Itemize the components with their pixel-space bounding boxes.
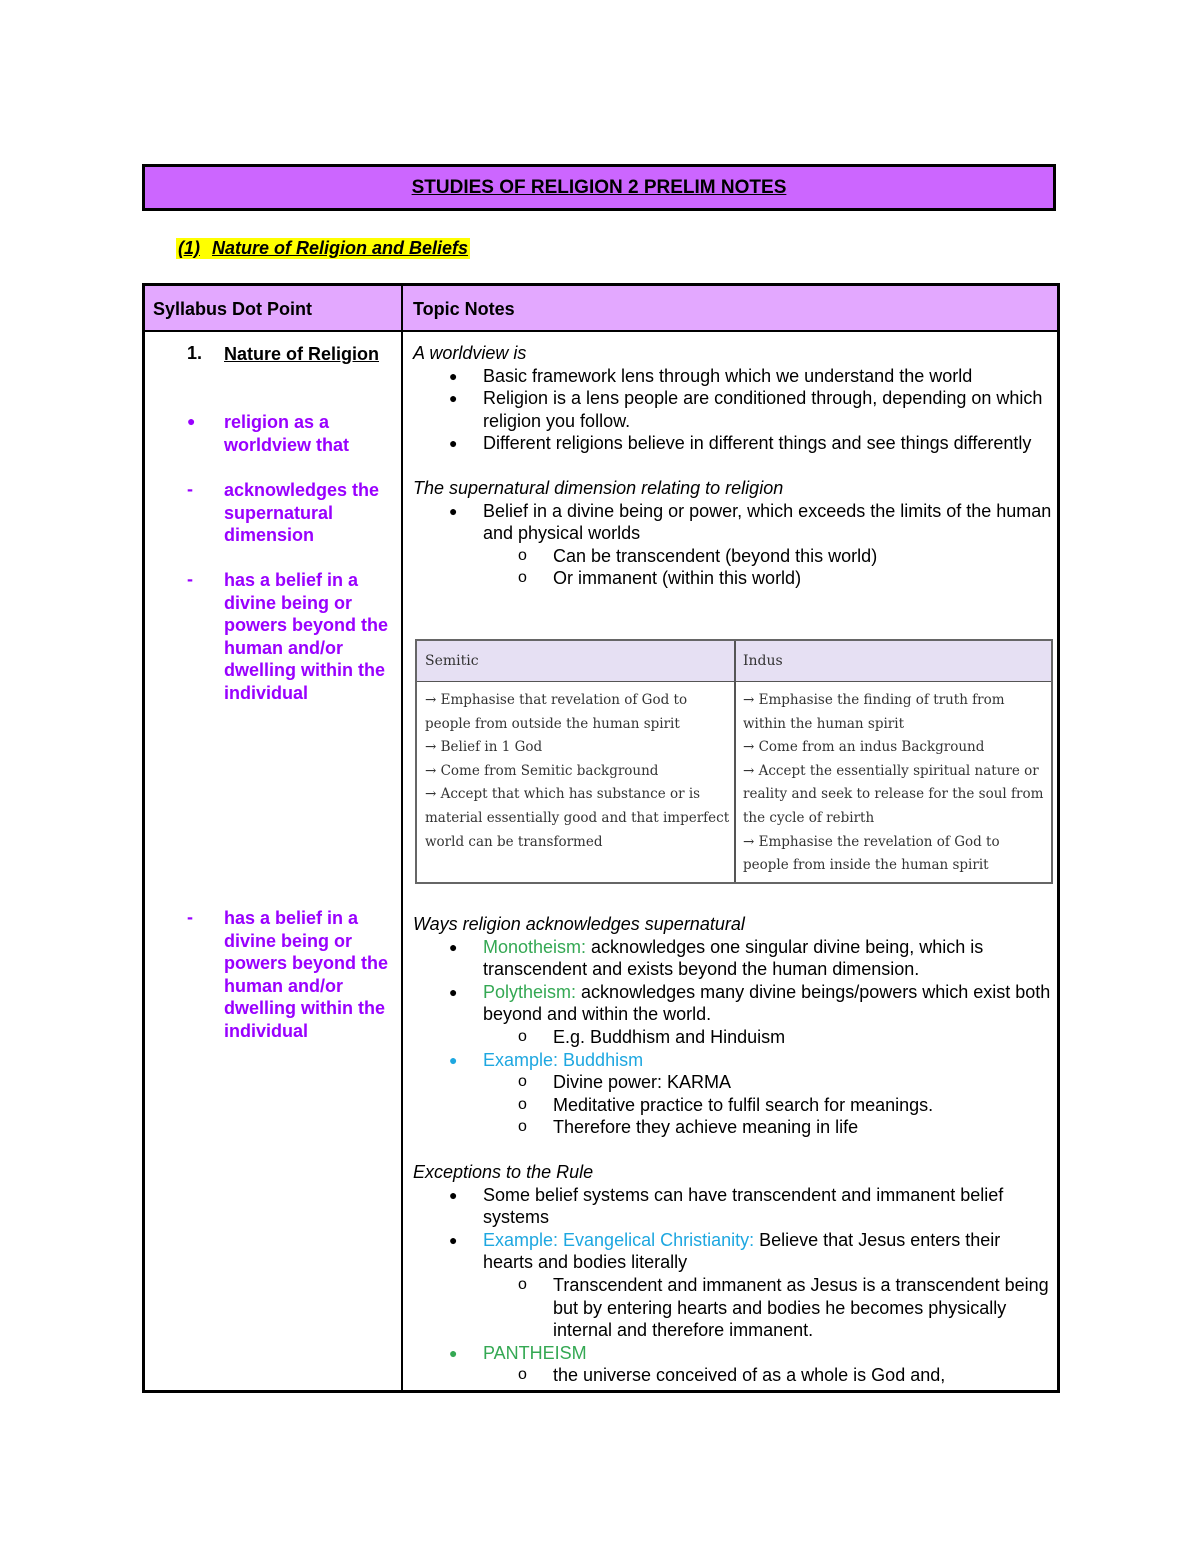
syllabus-point-supernatural: acknowledges the supernatural dimension — [224, 480, 380, 546]
header-syllabus: Syllabus Dot Point — [153, 299, 313, 319]
list-number: 1. — [187, 343, 203, 363]
section-number: (1) — [178, 238, 200, 258]
sub-list-item: o E.g. Buddhism and Hinduism — [413, 1026, 1053, 1049]
document-title: STUDIES OF RELIGION 2 PRELIM NOTES — [411, 176, 787, 198]
sub-list-item: o Meditative practice to fulfil search for meanings. — [413, 1094, 1053, 1117]
semitic-point: → Come from Semitic background — [425, 762, 659, 779]
semitic-cell — [425, 689, 730, 854]
indus-cell — [743, 689, 1048, 878]
list-item: ● Some belief systems can have transcendent and immanent belief systems — [413, 1184, 1053, 1229]
polytheism-text: acknowledges many divine beings/powers which exist both beyond and within the world. — [483, 981, 1051, 1025]
section-heading — [176, 238, 470, 259]
list-item: ● Basic framework lens through which we understand the world — [413, 365, 1053, 388]
dash-marker: - — [187, 569, 193, 589]
pantheism-item: ● PANTHEISM — [413, 1342, 1053, 1365]
syllabus-point-divine-being-repeat: has a belief in a divine being or powers beyond the human and/or dwelling within the individual — [224, 908, 389, 1041]
header-topic-notes: Topic Notes — [413, 299, 515, 319]
syllabus-point-divine-being: has a belief in a divine being or powers beyond the human and/or dwelling within the individual — [224, 570, 389, 703]
worldview-heading: A worldview is — [413, 343, 527, 363]
sub-list-item: o Therefore they achieve meaning in life — [413, 1116, 1053, 1139]
list-item: ● Different religions believe in different things and see things differently — [413, 432, 1053, 455]
semitic-point: → Emphasise that revelation of God to people from outside the human spirit — [425, 692, 688, 732]
header-indus: Indus — [743, 653, 783, 669]
ways-heading: Ways religion acknowledges supernatural — [413, 914, 745, 934]
list-item-polytheism — [413, 981, 1053, 1026]
list-item-evangelical — [413, 1229, 1053, 1274]
header-semitic: Semitic — [425, 653, 479, 669]
indus-point: → Emphasise the revelation of God to people from inside the human spirit — [743, 833, 1000, 874]
sub-list-item: o Or immanent (within this world) — [413, 567, 1053, 590]
sub-list-item: o Can be transcendent (beyond this world) — [413, 545, 1053, 568]
list-item: ● Religion is a lens people are conditioned through, depending on which religion you follow. — [413, 387, 1053, 432]
syllabus-topic: Nature of Religion — [224, 344, 380, 364]
evangelical-label: Example: Evangelical Christianity: — [483, 1229, 755, 1250]
list-item: ● Belief in a divine being or power, which exceeds the limits of the human and physical worlds — [413, 500, 1053, 545]
supernatural-heading: The supernatural dimension relating to religion — [413, 477, 784, 498]
evangelical-text: Believe that Jesus enters their hearts and bodies literally — [483, 1229, 1001, 1273]
semitic-point: → Belief in 1 God — [425, 739, 543, 756]
monotheism-label: Monotheism: — [483, 936, 587, 957]
document-title-bar — [142, 164, 1056, 211]
inner-column-divider — [734, 641, 736, 882]
dash-marker: - — [187, 479, 193, 499]
example-buddhism: ● Example: Buddhism — [413, 1049, 1053, 1072]
syllabus-point-worldview: religion as a worldview that — [224, 412, 350, 455]
semitic-indus-table — [415, 639, 1053, 884]
indus-point: → Come from an indus Background — [743, 739, 985, 756]
semitic-point: → Accept that which has substance or is material essentially good and that imperfect world can be transformed — [425, 786, 730, 850]
monotheism-text: acknowledges one singular divine being, which is transcendent and exists beyond the human dimension. — [483, 936, 984, 980]
sub-list-item: o Transcendent and immanent as Jesus is a transcendent being but by entering hearts and bodies he becomes physically internal and therefore immanent. — [413, 1274, 1053, 1342]
dash-marker: - — [187, 907, 193, 927]
sub-list-item: o Divine power: KARMA — [413, 1071, 1053, 1094]
polytheism-label: Polytheism: — [483, 981, 577, 1002]
notes-table — [142, 283, 1060, 1393]
section-label: Nature of Religion and Beliefs — [212, 238, 469, 258]
sub-list-item: o the universe conceived of as a whole is God and, — [413, 1364, 1053, 1387]
exceptions-heading: Exceptions to the Rule — [413, 1161, 594, 1182]
list-item-monotheism — [413, 936, 1053, 981]
indus-point: → Accept the essentially spiritual nature or reality and seek to release for the soul from the cycle of rebirth — [743, 762, 1044, 826]
indus-point: → Emphasise the finding of truth from within the human spirit — [743, 692, 1005, 732]
column-divider — [401, 286, 403, 1390]
bullet-marker: ● — [187, 413, 196, 429]
table-header-row — [145, 286, 1057, 332]
